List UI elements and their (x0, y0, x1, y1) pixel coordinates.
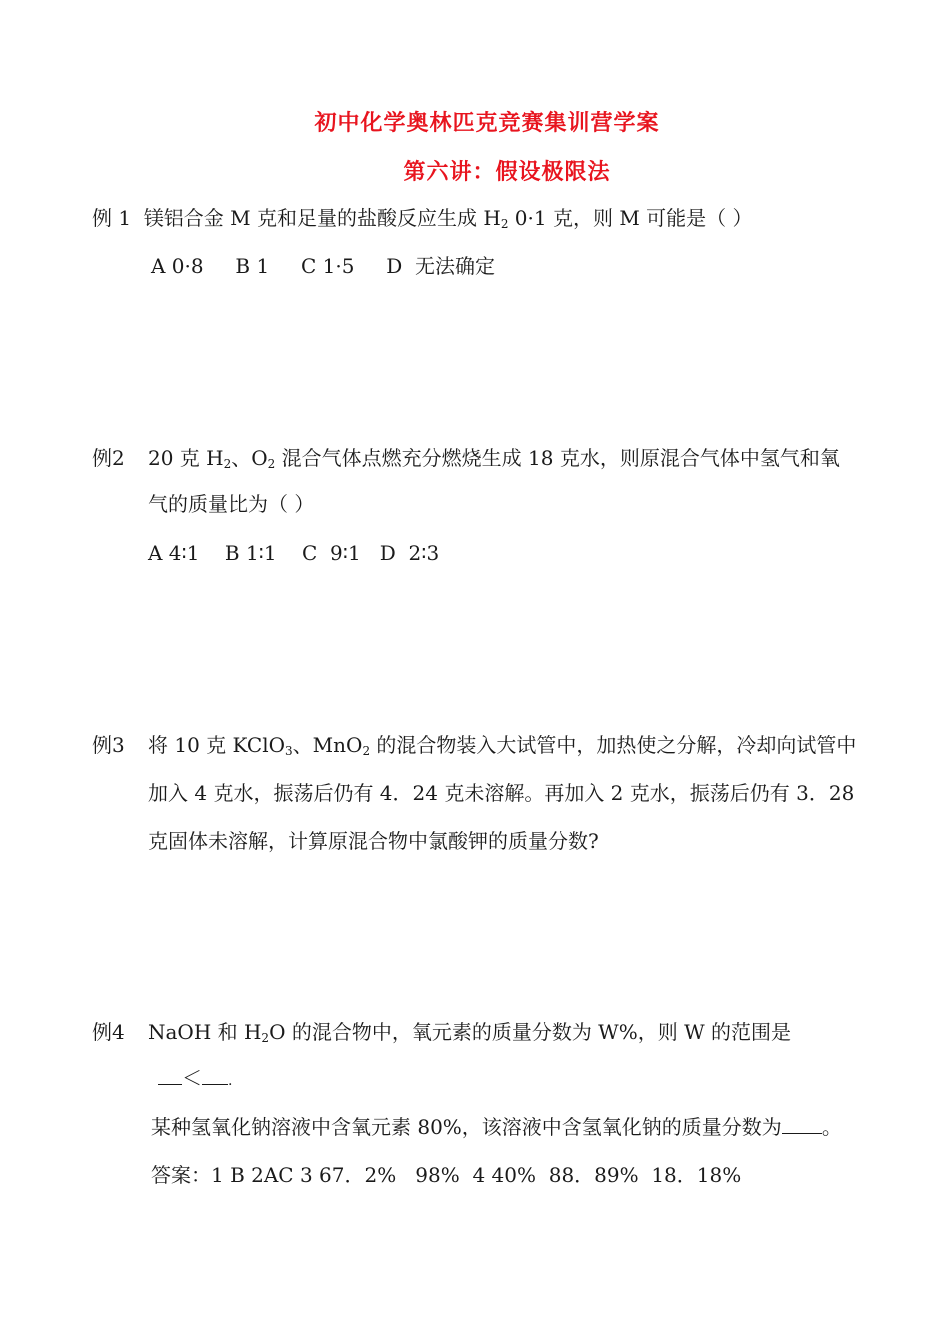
answer-blank[interactable] (782, 1115, 822, 1134)
example-2-text-b: 、O (231, 446, 268, 470)
answer-blank[interactable] (202, 1066, 228, 1085)
example-4-text-b: O 的混合物中，氧元素的质量分数为 W%，则 W 的范围是 (269, 1020, 792, 1044)
example-2-line-1 (148, 446, 840, 470)
example-1-label: 例 1 (92, 206, 132, 230)
less-than-sign: ＜ (182, 1066, 202, 1090)
subscript: 3 (285, 744, 293, 758)
example-4-text-3-end: 。 (821, 1115, 842, 1139)
example-2-text-a: 20 克 H (148, 446, 224, 470)
subscript: 2 (223, 457, 232, 471)
example-4-text-3: 某种氢氧化钠溶液中含氧元素 80%，该溶液中含氢氧化钠的质量分数为 (151, 1115, 782, 1139)
example-3-line-2: 加入 4 克水，振荡后仍有 4．24 克未溶解。再加入 2 克水，振荡后仍有 3．28 (148, 781, 855, 805)
answer-blank[interactable] (158, 1066, 182, 1085)
lecture-subtitle: 第六讲：假设极限法 (403, 160, 611, 185)
document-title: 初中化学奥林匹克竞赛集训营学案 (314, 111, 660, 136)
example-1-text-end: 0·1 克，则 M 可能是（ ） (508, 206, 753, 230)
example-2-label: 例2 (92, 446, 125, 470)
subscript: 2 (362, 744, 371, 758)
example-4-range-line (158, 1066, 232, 1093)
example-2-options: A 4∶1 B 1∶1 C 9∶1 D 2∶3 (148, 541, 440, 565)
range-period: . (228, 1073, 233, 1089)
example-1-text: 镁铝合金 M 克和足量的盐酸反应生成 H (143, 206, 501, 230)
subscript: 2 (500, 217, 509, 231)
example-4-line-3 (151, 1115, 842, 1139)
example-1-options: A 0·8 B 1 C 1·5 D 无法确定 (151, 254, 495, 278)
example-3-text-c: 的混合物装入大试管中，加热使之分解，冷却向试管中 (370, 733, 857, 757)
example-1-question (92, 206, 753, 230)
example-3-label: 例3 (92, 733, 125, 757)
example-4-label: 例4 (92, 1020, 125, 1044)
subscript: 2 (261, 1031, 270, 1045)
subscript: 2 (267, 457, 276, 471)
answer-key: 答案：1 B 2AC 3 67．2% 98% 4 40% 88．89% 18．18% (151, 1163, 742, 1187)
example-4-line-1 (148, 1020, 791, 1044)
example-3-text-b: 、MnO (292, 733, 363, 757)
example-4-text-a: NaOH 和 H (148, 1020, 262, 1044)
example-3-line-1 (148, 733, 856, 757)
example-3-text-a: 将 10 克 KClO (148, 733, 286, 757)
example-3-line-3: 克固体未溶解，计算原混合物中氯酸钾的质量分数? (148, 829, 599, 853)
example-2-text-c: 混合气体点燃充分燃烧生成 18 克水，则原混合气体中氢气和氧 (275, 446, 840, 470)
example-2-line-2: 气的质量比为（ ） (148, 492, 315, 516)
